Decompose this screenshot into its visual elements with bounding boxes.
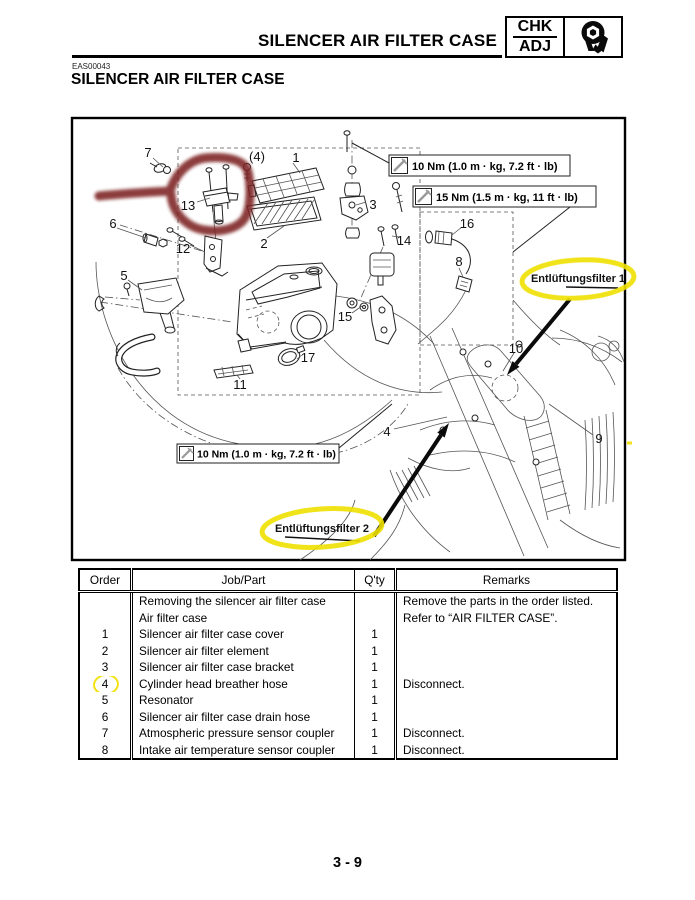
filter-element-part2 xyxy=(247,197,321,230)
table-row-highlighted: 4 Cylinder head breather hose 1 Disconnect. xyxy=(79,676,617,693)
table-row: 3 Silencer air filter case bracket 1 xyxy=(79,659,617,676)
table-row: Removing the silencer air filter case Remove the parts in the order listed. xyxy=(79,592,617,610)
air-filter-case-body xyxy=(237,263,337,352)
part-label-15: 15 xyxy=(337,309,353,324)
part-label-3: 3 xyxy=(369,197,377,212)
resonator-part5 xyxy=(95,278,184,333)
part-label-4-screws: (4) xyxy=(249,149,265,164)
part-label-7: 7 xyxy=(144,145,152,160)
col-header-qty: Q'ty xyxy=(355,569,396,592)
part-label-13: 13 xyxy=(180,198,196,213)
yellow-highlight-ring xyxy=(92,676,120,693)
part-label-10: 10 xyxy=(508,341,524,356)
col-header-remarks: Remarks xyxy=(396,569,618,592)
torque-spec-3 xyxy=(177,404,392,463)
table-row: 1 Silencer air filter case cover 1 xyxy=(79,626,617,643)
col-header-job: Job/Part xyxy=(132,569,355,592)
annotation-entlueftungsfilter-2: Entlüftungsfilter 2 xyxy=(274,523,370,535)
part-label-8: 8 xyxy=(455,254,463,269)
table-row: 7 Atmospheric pressure sensor coupler 1 Disconnect. xyxy=(79,725,617,742)
valve-part14 xyxy=(370,225,398,285)
parts-table xyxy=(78,568,618,760)
bracket-part3 xyxy=(340,131,368,238)
part-label-14: 14 xyxy=(396,233,412,248)
part-label-12: 12 xyxy=(175,241,191,256)
table-row: 6 Silencer air filter case drain hose 1 xyxy=(79,709,617,726)
table-row: Air filter case Refer to “AIR FILTER CASE”. xyxy=(79,610,617,627)
header-rule xyxy=(72,55,502,58)
clip-part7 xyxy=(150,162,171,174)
page-title: SILENCER AIR FILTER CASE xyxy=(71,71,285,88)
part-label-2: 2 xyxy=(260,236,268,251)
table-row: 2 Silencer air filter element 1 xyxy=(79,643,617,660)
breather-hose xyxy=(116,337,157,373)
table-header-row xyxy=(79,569,617,592)
chapter-tab-box xyxy=(505,16,623,58)
circled-order-number: 4 xyxy=(101,676,109,691)
part-label-16: 16 xyxy=(459,216,475,231)
table-row: 8 Intake air temperature sensor coupler 1 Disconnect. xyxy=(79,742,617,760)
wrench-nut-icon xyxy=(565,18,621,56)
col-header-order: Order xyxy=(79,569,132,592)
exploded-parts-diagram xyxy=(65,113,640,565)
annotation-entlueftungsfilter-1: Entlüftungsfilter 1 xyxy=(530,273,626,285)
table-row: 5 Resonator 1 xyxy=(79,692,617,709)
part-label-9: 9 xyxy=(595,431,603,446)
part-label-1: 1 xyxy=(292,150,300,165)
chapter-tab-label xyxy=(507,18,565,56)
torque-label-1: 10 Nm (1.0 m · kg, 7.2 ft · lb) xyxy=(412,161,558,173)
flange-bolt xyxy=(393,183,404,213)
bracket-part15 xyxy=(347,296,396,344)
section-code: EAS00043 xyxy=(72,62,111,71)
annotation-arrows xyxy=(285,287,618,541)
page-number: 3 - 9 xyxy=(332,855,362,871)
part-label-6: 6 xyxy=(109,216,117,231)
chapter-tab-top: CHK xyxy=(517,18,553,35)
torque-label-3: 10 Nm (1.0 m · kg, 7.2 ft · lb) xyxy=(197,448,336,461)
part-label-5: 5 xyxy=(120,268,128,283)
chapter-tab-bottom: ADJ xyxy=(518,38,551,55)
part-label-11: 11 xyxy=(233,377,247,392)
part-label-4: 4 xyxy=(383,424,391,439)
sensor-part16-coupler-part8 xyxy=(426,231,473,292)
running-header-title: SILENCER AIR FILTER CASE xyxy=(257,31,497,50)
torque-label-2: 15 Nm (1.5 m · kg, 11 ft · lb) xyxy=(436,192,578,204)
part-label-17: 17 xyxy=(300,350,316,365)
